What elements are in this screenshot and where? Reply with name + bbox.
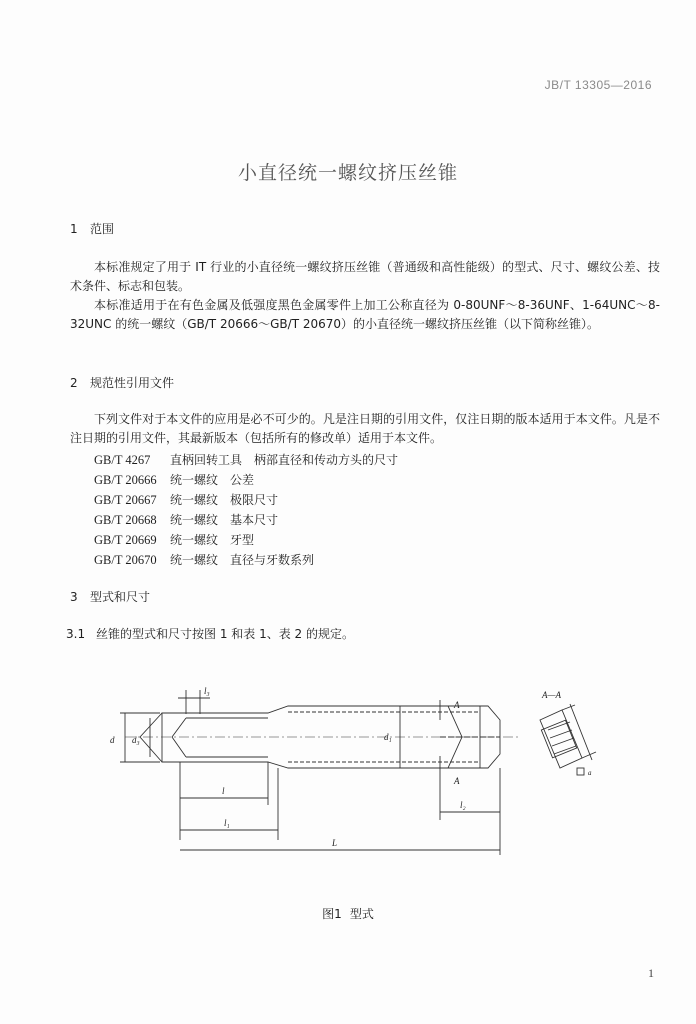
section-number: 3: [70, 590, 78, 604]
paragraph: 下列文件对于本文件的应用是必不可少的。凡是注日期的引用文件，仅注日期的版本适用于本文件。凡是不注日期的引用文件，其最新版本（包括所有的修改单）适用于本文件。: [70, 412, 660, 445]
section-2-heading: [70, 374, 174, 391]
document-title: 小直径统一螺纹挤压丝锥: [237, 162, 458, 184]
tap-chamfer: [140, 713, 162, 762]
clause-text: 丝锥的型式和尺寸按图 1 和表 1、表 2 的规定。: [96, 627, 354, 641]
reference-title: 统一螺纹 基本尺寸: [170, 513, 279, 527]
reference-item: [94, 450, 398, 470]
reference-item: [94, 470, 398, 490]
section-2-body: [70, 410, 660, 448]
label-L: L: [332, 838, 338, 848]
label-d: d: [110, 735, 115, 745]
section-number: 1: [70, 222, 78, 236]
reference-title: 统一螺纹 牙型: [170, 533, 255, 547]
reference-item: [94, 490, 398, 510]
label-l: l: [222, 786, 225, 796]
chamfer-line: [172, 718, 186, 757]
label-a: a: [588, 769, 592, 777]
reference-list: [94, 450, 398, 570]
label-section-a-top: A: [454, 700, 460, 710]
reference-title: 统一螺纹 直径与牙数系列: [170, 553, 315, 567]
section-title: 型式和尺寸: [90, 590, 151, 604]
tap-drawing: [100, 680, 620, 880]
reference-code: GB/T 20668: [94, 513, 157, 527]
section-number: 2: [70, 376, 78, 390]
label-l3: l₃: [204, 686, 210, 696]
label-section-aa: A—A: [542, 690, 561, 700]
section-title: 范围: [90, 222, 115, 236]
clause-3-1: [66, 625, 354, 642]
reference-item: [94, 530, 398, 550]
label-l1: l₁: [224, 818, 230, 828]
label-d3: d₃: [132, 735, 140, 745]
figure-caption: [0, 905, 696, 922]
section-title: 规范性引用文件: [90, 376, 175, 390]
reference-item: [94, 510, 398, 530]
label-d1: d₁: [384, 732, 392, 742]
clause-number: 3.1: [66, 627, 86, 641]
reference-title: 统一螺纹 极限尺寸: [170, 493, 279, 507]
section-1-heading: [70, 220, 114, 237]
figure-caption-text: 型式: [349, 907, 374, 921]
label-section-a-bottom: A: [454, 776, 460, 786]
section-1-body: [70, 258, 660, 334]
reference-code: GB/T 20666: [94, 473, 157, 487]
label-l2: l₂: [460, 800, 466, 810]
reference-code: GB/T 20669: [94, 533, 157, 547]
paragraph: 本标准适用于在有色金属及低强度黑色金属零件上加工公称直径为 0-80UNF～8-36UNF、1-64UNC～8-32UNC 的统一螺纹（GB/T 20666～GB/T 20670）的小直径统一螺纹挤压丝锥（以下简称丝锥）。: [70, 298, 660, 331]
reference-code: GB/T 20670: [94, 553, 157, 567]
reference-title: 直柄回转工具 柄部直径和传动方头的尺寸: [170, 453, 399, 467]
reference-item: [94, 550, 398, 570]
reference-code: GB/T 4267: [94, 453, 151, 467]
figure-number: 图1: [322, 907, 342, 921]
reference-code: GB/T 20667: [94, 493, 157, 507]
section-view: [540, 704, 596, 775]
paragraph: 本标准规定了用于 IT 行业的小直径统一螺纹挤压丝锥（普通级和高性能级）的型式、尺寸、螺纹公差、技术条件、标志和包装。: [70, 260, 660, 293]
page-number: 1: [648, 966, 654, 980]
reference-title: 统一螺纹 公差: [170, 473, 255, 487]
section-3-heading: [70, 588, 150, 605]
standard-number: JB/T 13305—2016: [544, 78, 652, 92]
